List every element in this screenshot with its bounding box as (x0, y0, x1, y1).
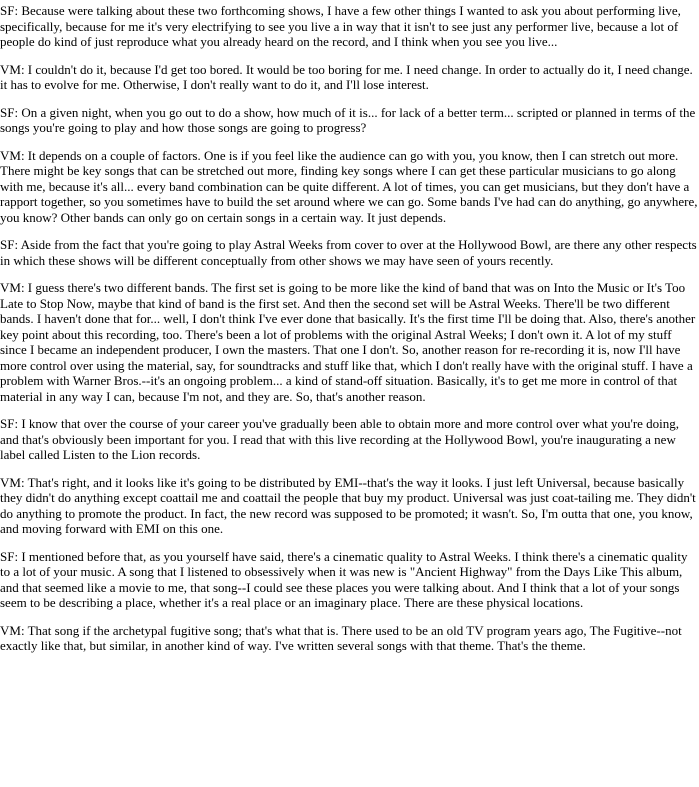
paragraph-vm-need-change: VM: I couldn't do it, because I'd get too bored. It would be too boring for me. I need change. In order to actually do it, I need change. it has to evolve for me. Otherwise, I don't really want to do it, and I'll lose interest. (0, 61, 693, 92)
paragraph-vm-emi: VM: That's right, and it looks like it's going to be distributed by EMI--that's the way it looks. I just left Universal, because basically they didn't do anything except coattail me and coattail the people that buy my product. Universal was just coat-tailing me. They didn't do anything to promote the product. In fact, the new record was supposed to be promoted; it wasn't. So, I'm outta that one, you know, and moving forward with EMI on this one. (0, 474, 696, 536)
paragraph-sf-control: SF: I know that over the course of your career you've gradually been able to obtain more and more control over what you're doing, and that's obviously been important for you. I read that with this live recording at the Hollywood Bowl, you're inaugurating a new label called Listen to the Lion records. (0, 416, 680, 462)
paragraph-sf-live-shows: SF: Because were talking about these two forthcoming shows, I have a few other things I wanted to ask you about performing live, specifically, because for me it's very electrifying to see you live a in way that it isn't to see just any performer live, because a lot of people do kind of just reproduce what you already heard on the record, and I think when you see you live... (0, 3, 681, 49)
interview-document (0, 3, 699, 787)
paragraph-sf-astral-weeks: SF: Aside from the fact that you're going to play Astral Weeks from cover to over at the Hollywood Bowl, are there any other respects in which these shows will be different conceptually from other shows we may have seen of yours recently. (0, 237, 697, 268)
paragraph-sf-scripted: SF: On a given night, when you go out to do a show, how much of it is... for lack of a better term... scripted or planned in terms of the songs you're going to play and how those songs are going to progress? (0, 104, 696, 135)
paragraph-sf-cinematic: SF: I mentioned before that, as you yourself have said, there's a cinematic quality to Astral Weeks. I think there's a cinematic quality to a lot of your music. A song that I listened to obsessively when it was new is "Ancient Highway" from the Days Like This album, and that seemed like a movie to me, that song--I could see these places you were talking about. And I think that a lot of your songs seem to be describing a place, whether it's a real place or an imaginary place. There are these physical locations. (0, 548, 688, 610)
paragraph-vm-two-bands: VM: I guess there's two different bands. The first set is going to be more like the kind of band that was on Into the Music or It's Too Late to Stop Now, maybe that kind of band is the first set. And then the second set will be Astral Weeks. There'll be two different bands. I haven't done that for... well, I don't think I've ever done that basically. It's the first time I'll be doing that. Also, there's another key point about this recording, too. There's been a lot of problems with the original Astral Weeks; I don't own it. A lot of my stuff since I became an independent producer, I own the masters. That one I don't. So, another reason for re-recording it is, now I'll have more control over using the material, say, for soundtracks and stuff like that, which I don't really have with the original stuff. I have a problem with Warner Bros.--it's an ongoing problem... a kind of stand-off situation. Basically, it's to get me more in control of that material in any way I can, because I'm not, and they are. So, that's another reason. (0, 280, 696, 404)
paragraph-vm-fugitive: VM: That song if the archetypal fugitive song; that's what that is. There used to be an old TV program years ago, The Fugitive--not exactly like that, but similar, in another kind of way. I've written several songs with that theme. That's the theme. (0, 622, 682, 653)
paragraph-vm-depends: VM: It depends on a couple of factors. One is if you feel like the audience can go with you, you know, then I can stretch out more. There might be key songs that can be stretched out more, finding key songs where I can get these particular musicians to go along with me, because it's all... every band combination can be quite different. A lot of times, you can get musicians, but they don't have a rapport together, so you sometimes have to build the set around where we can go. Some bands I've had can do anything, go anywhere, you know? Other bands can only go on certain songs in a certain way. It just depends. (0, 147, 698, 225)
